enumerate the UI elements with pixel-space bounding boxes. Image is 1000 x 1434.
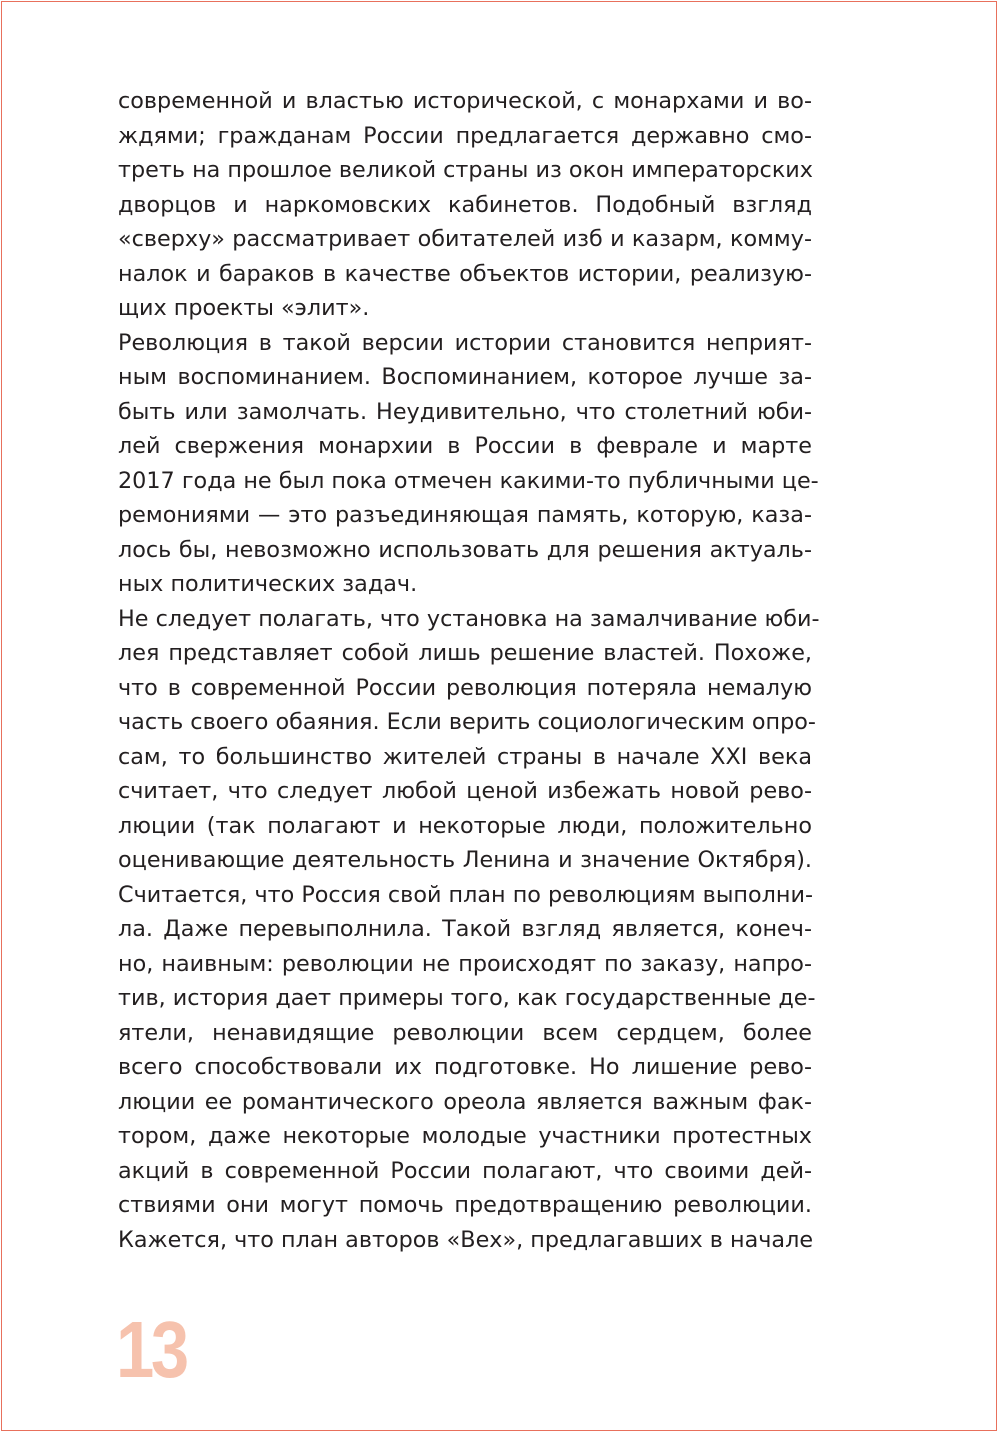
text-line: дворцов и наркомовских кабинетов. Подобный взгляд	[118, 191, 812, 218]
text-line: лей свержения монархии в России в феврале и марте	[118, 433, 812, 459]
text-line: лось бы, невозможно использовать для решения актуаль-	[118, 536, 812, 563]
text-line: лея представляет собой лишь решение властей. Похоже,	[118, 640, 812, 666]
text-line: быть или замолчать. Неудивительно, что столетний юби-	[118, 398, 812, 425]
text-line: люции ее романтического ореола является важным фак-	[118, 1088, 812, 1115]
text-line: ствиями они могут помочь предотвращению революции.	[118, 1192, 812, 1218]
text-line: сам, то большинство жителей страны в начале XXI века	[118, 743, 812, 770]
text-line: налок и бараков в качестве объектов истории, реализую-	[118, 260, 812, 287]
text-line: тив, история дает примеры того, как государственные де-	[118, 985, 816, 1011]
text-line: «сверху» рассматривает обитателей изб и казарм, комму-	[118, 226, 812, 252]
text-line: люции (так полагают и некоторые люди, положительно	[118, 812, 812, 839]
text-line: Не следует полагать, что установка на замалчивание юби-	[118, 605, 820, 632]
text-line: ждями; гражданам России предлагается державно смо-	[118, 122, 812, 149]
body-text	[118, 84, 820, 1257]
text-line: треть на прошлое великой страны из окон императорских	[118, 157, 813, 183]
text-line: Кажется, что план авторов «Вех», предлагавших в начале	[118, 1226, 814, 1253]
text-line: ных политических задач.	[118, 571, 418, 597]
text-line: всего способствовали их подготовке. Но лишение рево-	[118, 1054, 812, 1080]
text-line: щих проекты «элит».	[118, 295, 370, 321]
text-line: оценивающие деятельность Ленина и значение Октября).	[118, 847, 812, 873]
text-line: что в современной России революция потеряла немалую	[118, 674, 812, 701]
text-line: 2017 года не был пока отмечен какими-то публичными це-	[118, 467, 819, 494]
text-line: тором, даже некоторые молодые участники протестных	[118, 1123, 812, 1149]
text-line: современной и властью исторической, с монархами и во-	[118, 88, 812, 114]
text-line: ла. Даже перевыполнила. Такой взгляд является, конеч-	[118, 916, 812, 942]
text-line: ным воспоминанием. Воспоминанием, которое лучше за-	[118, 364, 812, 390]
book-page	[1, 1, 997, 1431]
text-line: Революция в такой версии истории становится неприят-	[118, 329, 812, 356]
text-line: Считается, что Россия свой план по революциям выполни-	[118, 881, 814, 908]
text-line: ятели, ненавидящие революции всем сердцем, более	[118, 1019, 812, 1046]
text-line: акций в современной России полагают, что своими дей-	[118, 1157, 812, 1184]
text-line: считает, что следует любой ценой избежать новой рево-	[118, 778, 812, 804]
text-line: ремониями — это разъединяющая память, которую, каза-	[118, 502, 812, 528]
text-line: часть своего обаяния. Если верить социологическим опро-	[118, 709, 816, 735]
text-line: но, наивным: революции не происходят по заказу, напро-	[118, 950, 812, 977]
page-number: 13	[116, 1305, 186, 1394]
